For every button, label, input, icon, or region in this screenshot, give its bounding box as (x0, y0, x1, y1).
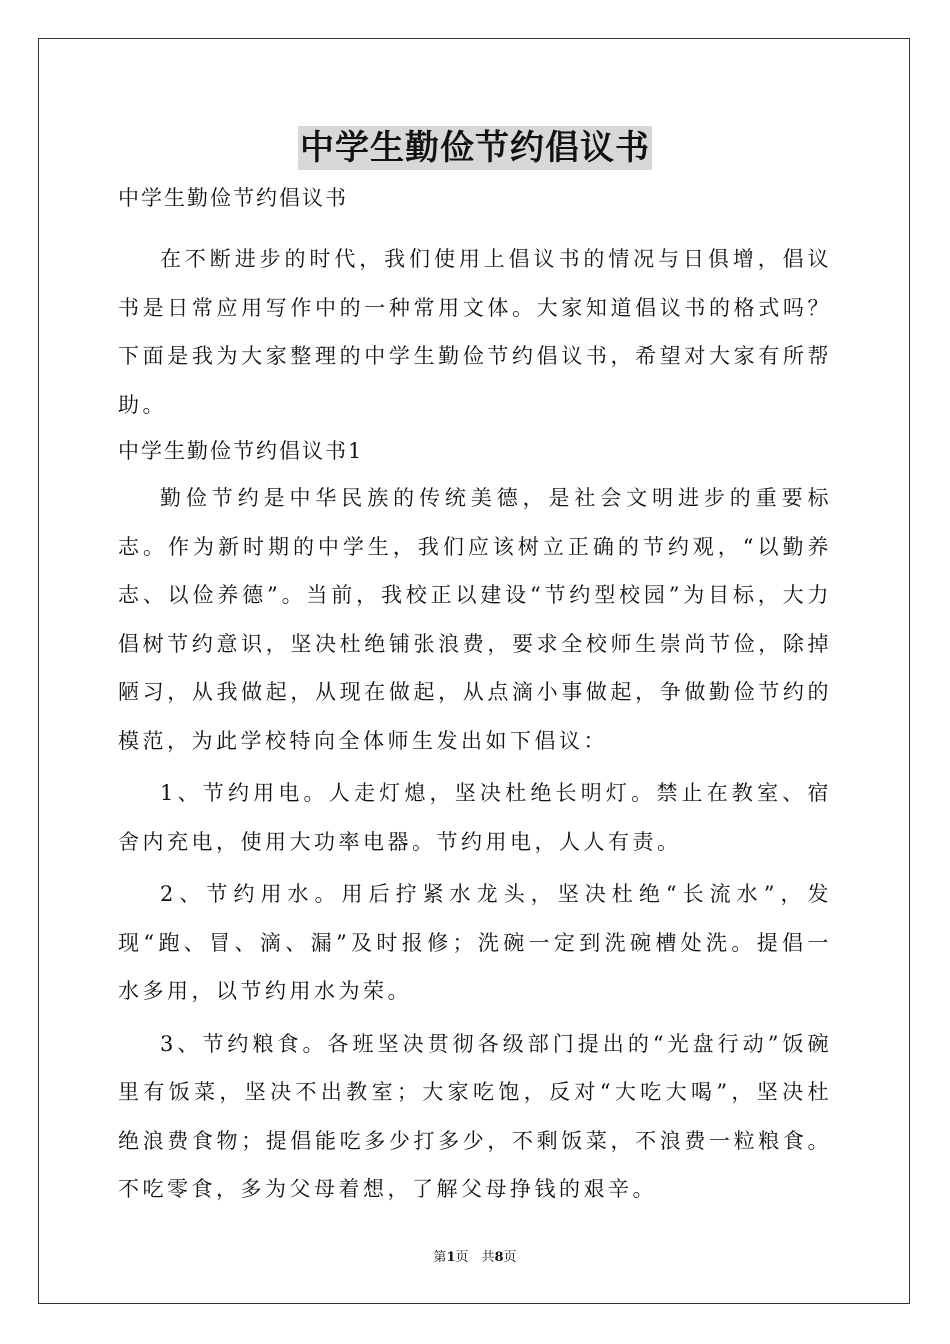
page-suffix: 页 (503, 1250, 517, 1265)
paragraph-item-water: 2、节约用水。用后拧紧水龙头，坚决杜绝“长流水”，发现“跑、冒、滴、漏”及时报修；洗碗一定到洗碗槽处洗。提倡一水多用，以节约用水为荣。 (118, 882, 832, 1003)
paragraph-item-electricity: 1、节约用电。人走灯熄，坚决杜绝长明灯。禁止在教室、宿舍内充电，使用大功率电器。节约用电，人人有责。 (118, 781, 832, 854)
paragraph-item-food: 3、节约粮食。各班坚决贯彻各级部门提出的“光盘行动”饭碗里有饭菜，坚决不出教室；大家吃饱，反对“大吃大喝”，坚决杜绝浪费食物；提倡能吃多少打多少，不剩饭菜，不浪费一粒粮食。不吃零食，多为父母着想，了解父母挣钱的艰辛。 (118, 1031, 832, 1201)
paragraph-main: 勤俭节约是中华民族的传统美德，是社会文明进步的重要标志。作为新时期的中学生，我们应该树立正确的节约观，“以勤养志、以俭养德”。当前，我校正以建设“节约型校园”为目标，大力倡树节约意识，坚决杜绝铺张浪费，要求全校师生崇尚节俭，除掉陋习，从我做起，从现在做起，从点滴小事做起，争做勤俭节约的模范，为此学校特向全体师生发出如下倡议： (118, 486, 832, 753)
document-subtitle: 中学生勤俭节约倡议书 (118, 186, 348, 210)
page-prefix: 第 (433, 1250, 447, 1265)
page-total: 8 (494, 1250, 504, 1265)
intro-paragraph: 在不断进步的时代，我们使用上倡议书的情况与日俱增，倡议书是日常应用写作中的一种常用文体。大家知道倡议书的格式吗？下面是我为大家整理的中学生勤俭节约倡议书，希望对大家有所帮助。 (118, 247, 832, 417)
page-footer (0, 1246, 950, 1265)
document-title: 中学生勤俭节约倡议书 (300, 128, 650, 168)
page-mid: 页 共 (455, 1250, 495, 1265)
document-title-wrapper (0, 126, 950, 170)
document-body (118, 180, 832, 1218)
page-current: 1 (446, 1250, 456, 1265)
section-heading: 中学生勤俭节约倡议书1 (118, 439, 364, 463)
